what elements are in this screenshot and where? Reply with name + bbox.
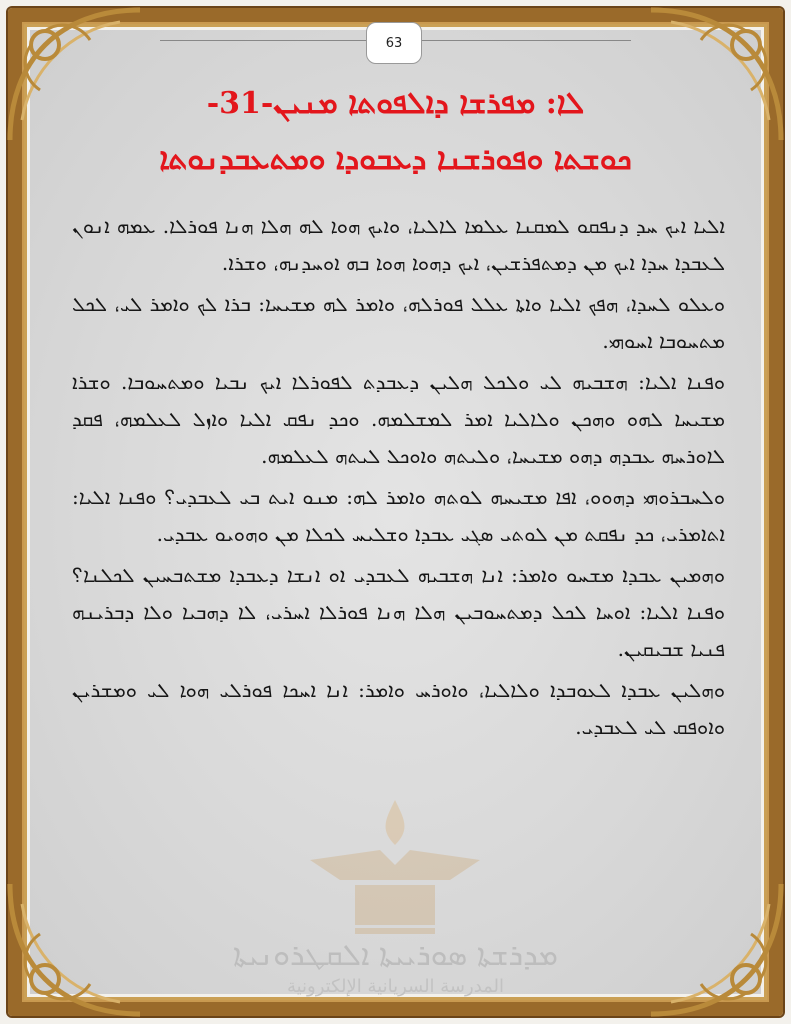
ornament-corner-icon bbox=[641, 0, 791, 150]
paragraph: ܘܠܚܒܪܘܗܝ ܕܗܘܘ، ܐܦܐ ܡܫܝܚܗ ܠܘܬܗ ܘܐܡܪ ܠܗ: ܡܢܘ ܐܝܬ ܒܝ ܠܥܒܕܝ؟ ܘܦܢܐ ܐܠܝܐ: ܐܬܐܡܪܝ، ܟܕ ܢܦܩܬ ܡܢ ܠܘܬܝ ܣܓܝ ܥܒܕܐ ܘܫܠܝܚ ܠܟܠܐ ܡܢ ܘܗܘܝܘ ܥܒܕܝ. bbox=[72, 485, 725, 546]
paragraph: ܘܗܡܝܢ ܥܒܕܐ ܡܫܚܘ ܘܐܡܪ: ܐܢܐ ܗܫܒܝܗ ܠܥܒܕܝ ܐܘ ܐܢܫܐ ܕܥܒܕܐ ܡܫܬܒܚܝܢ ܠܟܠܢܐ؟ ܘܦܢܐ ܐܠܝܐ: ܐܘܚܐ ܠܟܠ ܕܡܬܚܘܒܝܢ ܗܠܐ ܗܢܐ ܦܘܪܠܐ ܐܚܪܝ، ܠܐ ܕܗܒܝܐ ܘܠܐ ܕܒܪܝܢܗ ܦܢܝܐ ܫܒܝܩܝܢ. bbox=[72, 563, 725, 661]
page-number: 63 bbox=[366, 22, 422, 64]
paragraph: ܘܥܠܘ ܠܚܕܐ، ܗܦܟ ܐܠܝܐ ܘܐܬܐ ܥܠܠ ܦܘܪܠܗ، ܘܐܡܪ ܠܗ ܡܫܝܚܐ: ܒܪܐ ܠܟ ܘܐܡܪ ܠܝ، ܠܟܠ ܡܬܚܘܒܐ ܐܚܘܗܝ. bbox=[72, 292, 725, 353]
paragraph: ܘܗܠܝܢ ܥܒܕܐ ܠܥܘܒܕܐ ܘܠܐܠܝܐ، ܘܐܘܪܚ ܘܐܡܪ: ܐܢܐ ܐܚܟܐ ܦܘܪܠܝ ܗܘܐ ܠܝ ܘܡܫܪܝܢ ܘܐܘܦܩ ܠܝ ܠܥܒܕܝ. bbox=[72, 678, 725, 739]
lesson-body bbox=[72, 208, 725, 750]
ornament-corner-icon bbox=[0, 0, 150, 150]
school-emblem-icon bbox=[300, 790, 490, 940]
lesson-subtitle: ܟܘܫܬܐ ܘܦܘܪܫܢܐ ܕܥܒܘܕܐ ܘܡܬܥܒܕܢܘܬܐ bbox=[159, 142, 632, 177]
lesson-title: ܠܐ: ܡܦܪܫܐ ܕܐܠܦܘܬܐ ܡܢܝܢ-31- bbox=[206, 86, 585, 121]
paragraph: ܐܠܝܐ ܐܝܟ ܚܕ ܕܢܦܩܘ ܠܡܩܢܐ ܥܠܡܐ ܠܐܠܝܐ، ܘܐܝܟ ܗܘܐ ܠܗ ܗܠܐ ܗܢܐ ܦܘܪܠܐ. ܥܡܗ ܐܢܘܢ ܠܥܒܕܐ ܚܕܐ ܐܝܟ ܡܢ ܕܡܬܦܪܫܝܢ، ܐܝܟ ܕܗܘܐ ܗܘܐ ܒܗ ܐܘܚܕܢܗ، ܘܫܪܐ. bbox=[72, 214, 725, 275]
school-name-syriac: ܡܕܪܫܬܐ ܣܘܪܝܝܬܐ ܐܠܩܛܪܘܢܝܬܐ bbox=[233, 938, 558, 973]
paragraph: ܘܦܢܐ ܐܠܝܐ: ܗܫܒܝܗ ܠܝ ܘܠܟܠ ܗܠܝܢ ܕܥܒܕܬ ܠܦܘܪܠܐ ܐܝܟ ܢܒܝܐ ܘܡܬܚܘܒܐ. ܘܫܪܐ ܡܫܝܚܐ ܠܗܘ ܘܗܟܢ ܘܠܐܠܝܐ ܐܡܪ ܠܡܫܠܡܗ. ܘܟܕ ܢܦܩ ܐܠܝܐ ܘܐܙܠ ܠܥܠܡܗ، ܦܩܕ ܠܐܘܪܚܗ ܥܒܕܗ ܕܗܘ ܡܫܝܚܐ، ܘܠܝܬܗ ܘܐܘܟܠ ܠܝܬܗ ܠܥܠܡܗ. bbox=[72, 370, 725, 468]
school-name-arabic: المدرسة السريانية الإلكترونية bbox=[286, 976, 505, 997]
